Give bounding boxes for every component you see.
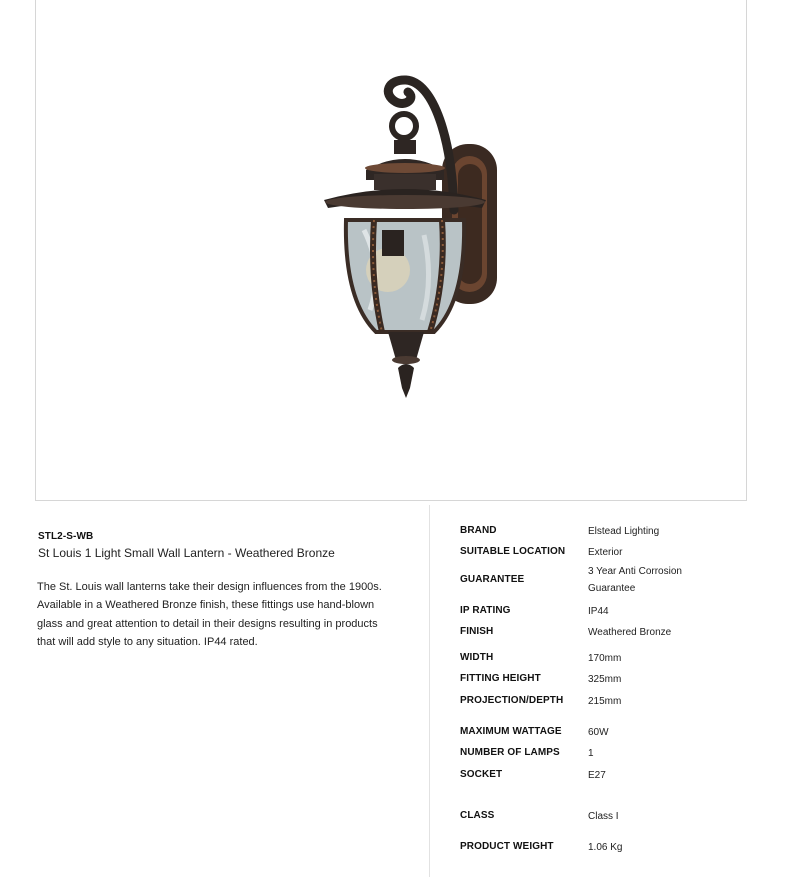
spec-label: FITTING HEIGHT [460,673,541,684]
spec-value: E27 [588,770,606,781]
spec-label: SOCKET [460,769,503,780]
product-image [284,70,504,410]
spec-label: GUARANTEE [460,574,525,585]
lantern-finial [388,332,424,360]
spec-label: PROJECTION/DEPTH [460,695,564,706]
product-title: St Louis 1 Light Small Wall Lantern - Weathered Bronze [38,546,335,560]
spec-value: 170mm [588,653,622,664]
spec-value: Class I [588,811,619,822]
column-divider [429,505,430,877]
product-code: STL2-S-WB [38,531,94,542]
spec-value: 1 [588,748,594,759]
product-description: The St. Louis wall lanterns take their design influences from the 1900s. Available in a Weathered Bronze finish, these fittings use hand-blown glass and great attention to detail in their designs resulting in products that will add style to any situation. IP44 rated. [37,581,382,648]
spec-label: SUITABLE LOCATION [460,546,566,557]
spec-value: Exterior [588,547,623,558]
spec-value: 60W [588,727,609,738]
spec-label: NUMBER OF LAMPS [460,747,560,758]
spec-label: FINISH [460,626,494,637]
spec-label: CLASS [460,810,495,821]
spec-value: IP44 [588,606,609,617]
spec-label: BRAND [460,525,497,536]
spec-label: PRODUCT WEIGHT [460,841,554,852]
spec-value: Elstead Lighting [588,526,660,537]
spec-label: MAXIMUM WATTAGE [460,726,562,737]
lantern-ring [392,114,416,138]
spec-value: 3 Year Anti Corrosion [588,566,682,577]
product-image-frame [35,0,747,501]
spec-value: 325mm [588,674,622,685]
spec-value: 215mm [588,696,622,707]
spec-value: 1.06 Kg [588,842,623,853]
spec-value: Weathered Bronze [588,627,672,638]
spec-label: IP RATING [460,605,511,616]
spec-label: WIDTH [460,652,494,663]
spec-value: Guarantee [588,583,636,594]
